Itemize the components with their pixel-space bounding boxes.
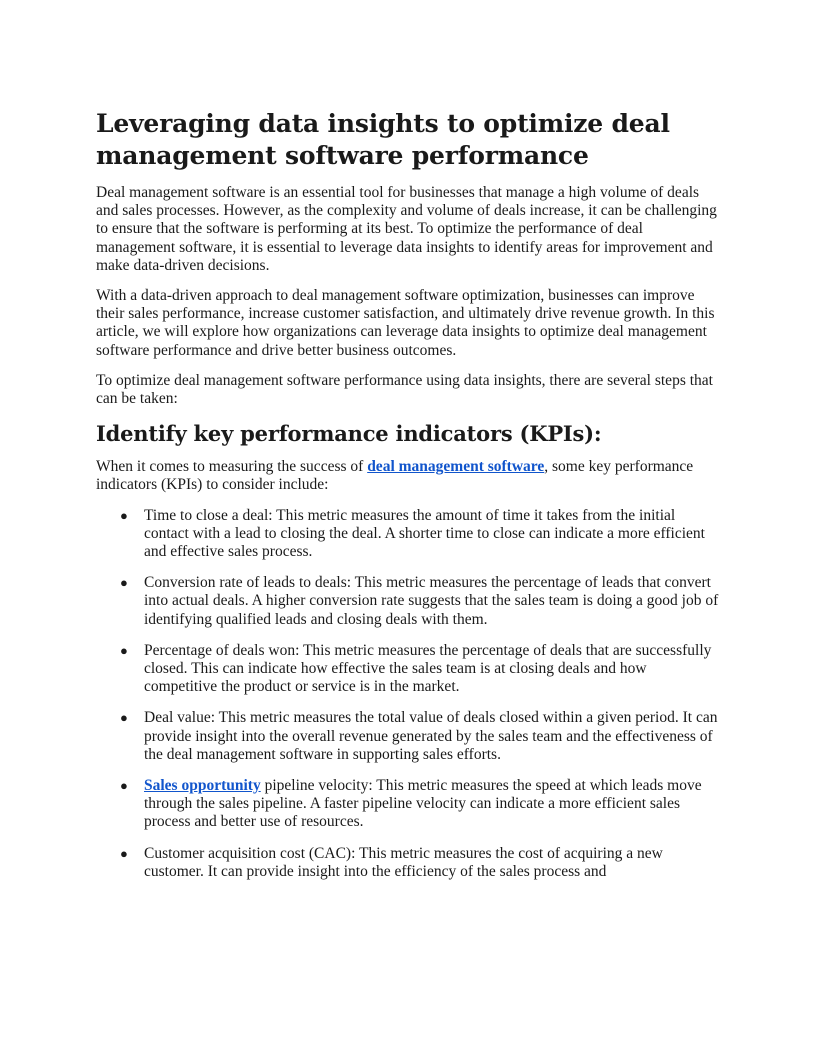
list-item-text: Conversion rate of leads to deals: This metric measures the percentage of leads that convert into actual deals. A higher conversion rate suggests that the sales team is doing a good job of identifying qualified leads and closing deals with them. <box>144 574 719 628</box>
list-item-text: Customer acquisition cost (CAC): This metric measures the cost of acquiring a new customer. It can provide insight into the efficiency of the sales process and <box>144 844 663 880</box>
page-title: Leveraging data insights to optimize deal management software performance <box>96 109 670 170</box>
bullet-icon: ● <box>120 845 128 861</box>
bullet-icon: ● <box>120 710 128 726</box>
list-item <box>96 777 720 832</box>
list-item <box>96 709 720 764</box>
kpi-list <box>96 507 720 881</box>
intro-paragraph-1: Deal management software is an essential tool for businesses that manage a high volume of deals and sales processes. However, as the complexity and volume of deals increase, it can be challenging to ensure that the software is performing at its best. To optimize the performance of deal management software, it is essential to leverage data insights to identify areas for improvement and make data-driven decisions. <box>96 184 717 274</box>
bullet-icon: ● <box>120 778 128 794</box>
list-item-text: Deal value: This metric measures the total value of deals closed within a given period. It can provide insight into the overall revenue generated by the sales team and the effectiveness of the deal management software in supporting sales efforts. <box>144 709 718 763</box>
section-heading: Identify key performance indicators (KPIs): <box>96 421 602 447</box>
deal-management-software-link[interactable]: deal management software <box>367 458 545 476</box>
list-item-text: Percentage of deals won: This metric measures the percentage of deals that are successfully closed. This can indicate how effective the sales team is at closing deals and how competitive the product or service is in the market. <box>144 641 712 696</box>
intro-paragraph-2: With a data-driven approach to deal management software optimization, businesses can improve their sales performance, increase customer satisfaction, and ultimately drive revenue growth. In this article, we will explore how organizations can leverage data insights to optimize deal management software performance and drive better business outcomes. <box>96 287 715 359</box>
list-item <box>96 845 720 881</box>
sales-opportunity-link[interactable]: Sales opportunity <box>144 777 261 795</box>
lead-text-before: When it comes to measuring the success of <box>96 458 368 476</box>
list-item-text: pipeline velocity: This metric measures the speed at which leads move through the sales pipeline. A faster pipeline velocity can indicate a more efficient sales process and better use of resources. <box>144 777 702 831</box>
bullet-icon: ● <box>120 575 128 591</box>
list-item-text: Time to close a deal: This metric measures the amount of time it takes from the initial contact with a lead to closing the deal. A shorter time to close can indicate a more efficient and effective sales process. <box>144 506 705 561</box>
section-lead-paragraph <box>96 458 720 494</box>
bullet-icon: ● <box>120 642 128 658</box>
list-item <box>96 574 720 629</box>
lead-text-after: , some key performance indicators (KPIs) to consider include: <box>96 458 694 494</box>
list-item <box>96 642 720 697</box>
bullet-icon: ● <box>120 507 128 523</box>
document-page <box>96 108 720 894</box>
list-item <box>96 507 720 562</box>
intro-paragraph-3: To optimize deal management software performance using data insights, there are several steps that can be taken: <box>96 371 713 408</box>
